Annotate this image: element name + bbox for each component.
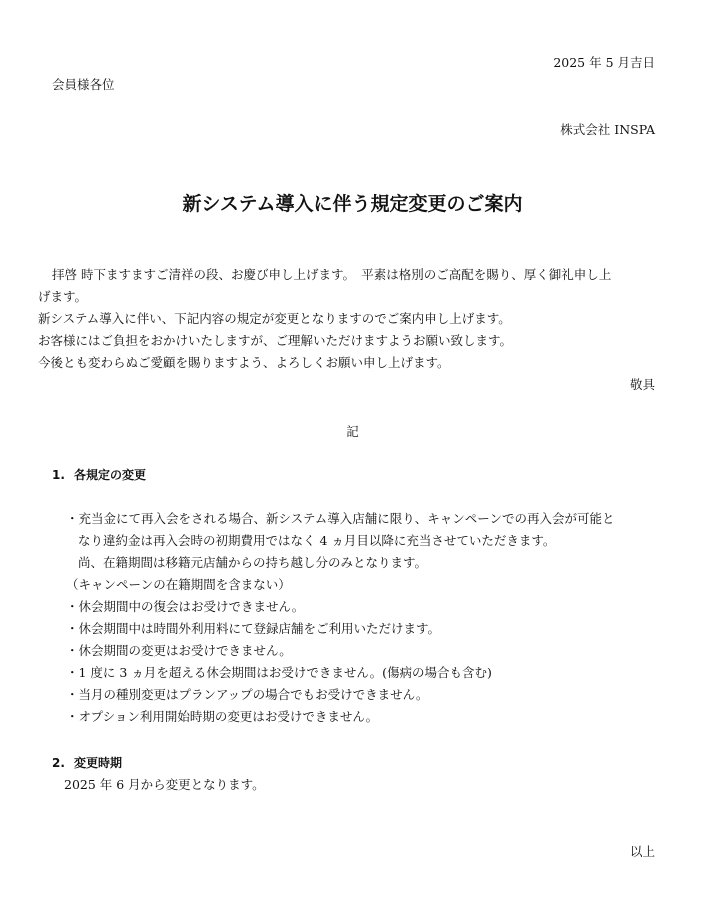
section-1-heading xyxy=(52,464,146,486)
section-2-text: 2025 年 6 月から変更となります。 xyxy=(64,777,265,792)
list-item: ・オプション利用開始時期の変更はお受けできません。 xyxy=(66,709,379,724)
list-item: ・休会期間中の復会はお受けできません。 xyxy=(66,599,305,614)
body-line-4: お客様にはご負担をおかけいたしますが、ご理解いただけますようお願い致します。 xyxy=(38,333,513,348)
section-1-title: 各規定の変更 xyxy=(74,468,147,482)
closing-keigu: 敬具 xyxy=(629,377,655,392)
list-item-continuation: なり違約金は再入会時の初期費用ではなく 4 ヵ月目以降に充当させていただきます。 xyxy=(78,533,556,548)
section-2-heading xyxy=(52,752,122,774)
list-item: ・休会期間の変更はお受けできません。 xyxy=(66,643,292,658)
list-item: ・1 度に 3 ヵ月を超える休会期間はお受けできません。(傷病の場合も含む) xyxy=(66,665,492,680)
body-line-3: 新システム導入に伴い、下記内容の規定が変更となりますのでご案内申し上げます。 xyxy=(38,311,511,326)
sender: 株式会社 INSPA xyxy=(560,122,655,137)
section-2-title: 変更時期 xyxy=(74,756,123,770)
list-item: ・充当金にて再入会をされる場合、新システム導入店舗に限り、キャンペーンでの再入会が可能と xyxy=(66,511,615,526)
section-2-number: 2. xyxy=(52,756,65,770)
greeting-line-2: げます。 xyxy=(38,289,88,304)
ki-marker: 記 xyxy=(346,424,359,439)
closing-ijo: 以上 xyxy=(629,844,655,859)
list-item-continuation: 尚、在籍期間は移籍元店舗からの持ち越し分のみとなります。 xyxy=(78,555,428,570)
list-item: ・休会期間中は時間外利用料にて登録店舗をご利用いただけます。 xyxy=(66,621,441,636)
greeting-line-1: 拝啓 時下ますますご清祥の段、お慶び申し上げます。 平素は格別のご高配を賜り、厚く御礼申し上 xyxy=(52,267,612,282)
document-date: 2025 年 5 月吉日 xyxy=(553,55,655,70)
body-line-5: 今後とも変わらぬご愛顧を賜りますよう、よろしくお願い申し上げます。 xyxy=(38,355,450,370)
recipient: 会員様各位 xyxy=(52,77,115,92)
list-item: ・当月の種別変更はプランアップの場合でもお受けできません。 xyxy=(66,687,429,702)
section-1-number: 1. xyxy=(52,468,65,482)
list-item-note: （キャンペーンの在籍期間を含まない） xyxy=(66,577,291,592)
document-title: 新システム導入に伴う規定変更のご案内 xyxy=(182,193,523,215)
